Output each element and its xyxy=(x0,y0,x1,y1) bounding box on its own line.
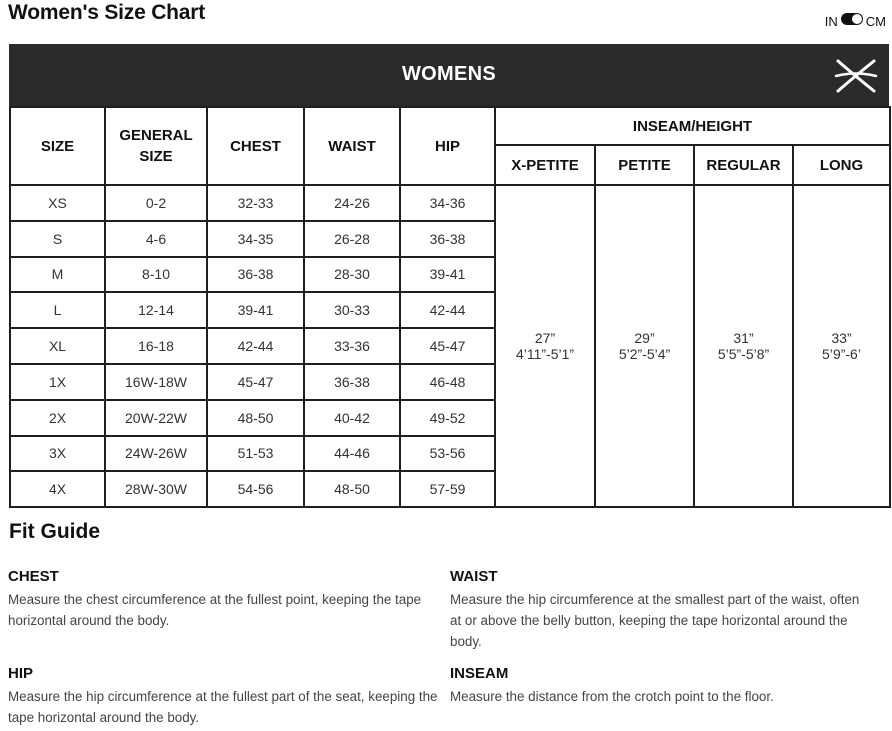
unit-toggle[interactable] xyxy=(825,8,886,29)
header-x-petite: X-PETITE xyxy=(495,145,595,185)
cell-hip: 42-44 xyxy=(400,292,495,328)
cell-size: XS xyxy=(10,185,105,221)
unit-cm-label[interactable]: CM xyxy=(865,14,886,29)
cell-general: 20W-22W xyxy=(105,400,207,436)
guide-chest-text: Measure the chest circumference at the fullest point, keeping the tape horizontal around the body. xyxy=(8,592,422,628)
chart-banner xyxy=(9,44,889,106)
size-table xyxy=(9,106,891,508)
cell-size: M xyxy=(10,257,105,293)
inseam-long xyxy=(793,185,890,507)
cell-waist: 26-28 xyxy=(304,221,400,257)
cell-chest: 48-50 xyxy=(207,400,304,436)
brand-logo-icon xyxy=(834,58,878,94)
table-row xyxy=(10,185,890,221)
page-title: Women's Size Chart xyxy=(8,1,206,24)
inseam-regular-length: 31” xyxy=(733,330,754,347)
cell-general: 12-14 xyxy=(105,292,207,328)
guide-inseam-text: Measure the distance from the crotch point to the floor. xyxy=(450,689,774,704)
inseam-x-petite xyxy=(495,185,595,507)
inseam-petite-height: 5’2”-5’4” xyxy=(618,346,671,363)
header-size: SIZE xyxy=(10,107,105,185)
cell-hip: 53-56 xyxy=(400,436,495,472)
inseam-long-length: 33” xyxy=(831,330,852,347)
inseam-long-height: 5’9”-6’ xyxy=(822,346,861,363)
cell-waist: 44-46 xyxy=(304,436,400,472)
cell-size: 4X xyxy=(10,471,105,507)
cell-waist: 36-38 xyxy=(304,364,400,400)
inseam-regular-height: 5’5”-5’8” xyxy=(717,346,770,363)
header-general-size-label: GENERAL SIZE xyxy=(119,127,193,165)
cell-size: S xyxy=(10,221,105,257)
guide-waist-heading: WAIST xyxy=(450,568,498,585)
cell-chest: 45-47 xyxy=(207,364,304,400)
cell-general: 16W-18W xyxy=(105,364,207,400)
cell-hip: 34-36 xyxy=(400,185,495,221)
toggle-switch-icon[interactable] xyxy=(841,13,863,25)
cell-general: 28W-30W xyxy=(105,471,207,507)
cell-hip: 45-47 xyxy=(400,328,495,364)
cell-hip: 36-38 xyxy=(400,221,495,257)
guide-hip-text: Measure the hip circumference at the fullest part of the seat, keeping the tape horizontal around the body. xyxy=(8,689,438,725)
inseam-x-petite-length: 27” xyxy=(534,330,556,347)
unit-in-label[interactable]: IN xyxy=(824,14,838,29)
cell-general: 8-10 xyxy=(105,257,207,293)
cell-general: 24W-26W xyxy=(105,436,207,472)
guide-hip xyxy=(8,665,448,728)
guide-chest-heading: CHEST xyxy=(8,568,59,585)
header-long: LONG xyxy=(793,145,890,185)
cell-hip: 49-52 xyxy=(400,400,495,436)
cell-chest: 32-33 xyxy=(207,185,304,221)
cell-waist: 24-26 xyxy=(304,185,400,221)
cell-size: 2X xyxy=(10,400,105,436)
cell-chest: 54-56 xyxy=(207,471,304,507)
header-petite: PETITE xyxy=(595,145,694,185)
cell-size: L xyxy=(10,292,105,328)
banner-title: WOMENS xyxy=(401,63,497,85)
cell-general: 4-6 xyxy=(105,221,207,257)
header-regular: REGULAR xyxy=(694,145,793,185)
guide-hip-heading: HIP xyxy=(8,665,34,682)
header-general-size xyxy=(105,107,207,185)
cell-waist: 40-42 xyxy=(304,400,400,436)
cell-waist: 30-33 xyxy=(304,292,400,328)
cell-size: 3X xyxy=(10,436,105,472)
guide-waist xyxy=(450,568,870,652)
toggle-knob xyxy=(852,14,862,24)
inseam-x-petite-height: 4’11”-5’1” xyxy=(515,346,575,363)
cell-hip: 57-59 xyxy=(400,471,495,507)
guide-inseam xyxy=(450,665,870,707)
cell-waist: 28-30 xyxy=(304,257,400,293)
cell-waist: 33-36 xyxy=(304,328,400,364)
header-waist: WAIST xyxy=(304,107,400,185)
cell-general: 0-2 xyxy=(105,185,207,221)
guide-waist-text: Measure the hip circumference at the smallest part of the waist, often at or above the belly button, keeping the tape horizontal around the body. xyxy=(450,592,860,649)
cell-chest: 39-41 xyxy=(207,292,304,328)
inseam-regular xyxy=(694,185,793,507)
cell-chest: 34-35 xyxy=(207,221,304,257)
cell-hip: 46-48 xyxy=(400,364,495,400)
header-chest: CHEST xyxy=(207,107,304,185)
header-hip: HIP xyxy=(400,107,495,185)
cell-chest: 42-44 xyxy=(207,328,304,364)
guide-chest xyxy=(8,568,443,631)
cell-waist: 48-50 xyxy=(304,471,400,507)
cell-size: 1X xyxy=(10,364,105,400)
cell-chest: 36-38 xyxy=(207,257,304,293)
cell-hip: 39-41 xyxy=(400,257,495,293)
guide-inseam-heading: INSEAM xyxy=(450,665,509,682)
cell-size: XL xyxy=(10,328,105,364)
header-inseam-height: INSEAM/HEIGHT xyxy=(495,107,890,145)
inseam-petite-length: 29” xyxy=(634,330,655,347)
inseam-petite xyxy=(595,185,694,507)
fit-guide-title: Fit Guide xyxy=(9,520,100,543)
cell-chest: 51-53 xyxy=(207,436,304,472)
cell-general: 16-18 xyxy=(105,328,207,364)
